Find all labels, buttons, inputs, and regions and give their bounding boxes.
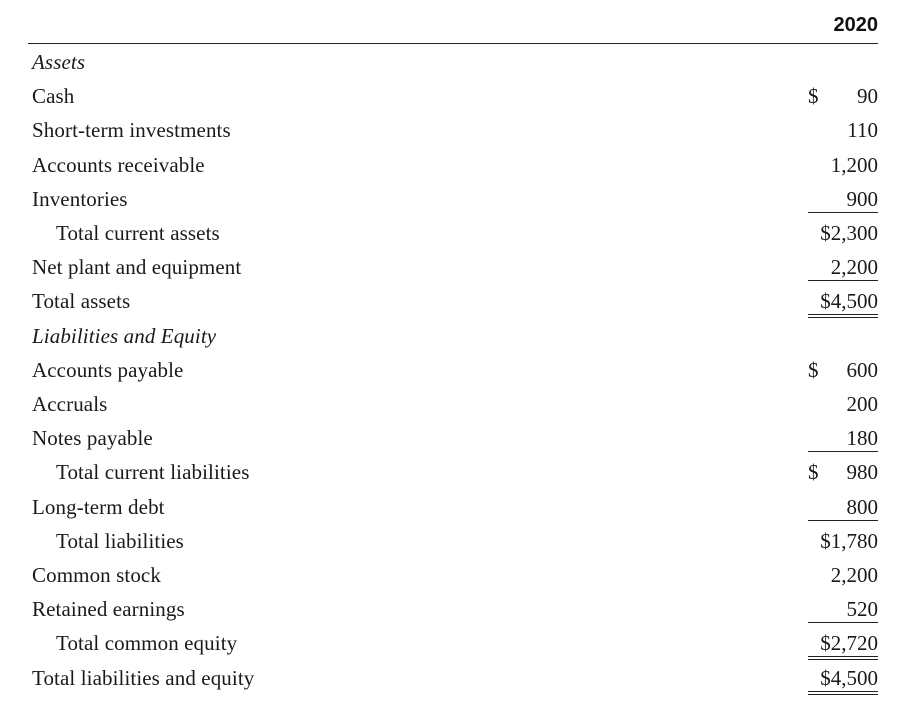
year-column-header: 2020 (833, 14, 878, 36)
table-row (0, 422, 902, 456)
table-row (0, 285, 902, 319)
table-row (0, 388, 902, 422)
line-item-label: Common stock (32, 563, 161, 587)
currency-symbol: $ (808, 84, 819, 109)
line-item-value: 180 (846, 426, 878, 451)
line-item-value: 900 (846, 186, 878, 211)
line-item-label: Retained earnings (32, 597, 185, 622)
line-item-label: Total assets (32, 289, 131, 314)
line-item-value: $4,500 (820, 289, 878, 314)
line-item-label: Long-term debt (32, 494, 165, 519)
line-item-label: Notes payable (32, 426, 153, 451)
single-underline (808, 622, 878, 623)
table-row (0, 354, 902, 388)
line-item-label: Total current assets (56, 221, 220, 245)
line-item-value: 980 (846, 460, 878, 485)
single-underline (808, 451, 878, 452)
table-row (0, 114, 902, 148)
section-heading: Assets (32, 50, 86, 74)
table-row (0, 456, 902, 490)
line-item-label: Total common equity (56, 631, 238, 656)
table-row (0, 559, 902, 593)
line-item-value: 2,200 (830, 255, 878, 280)
line-item-label: Net plant and equipment (32, 255, 242, 280)
line-item-label: Total liabilities (56, 528, 184, 553)
double-underline (808, 656, 878, 660)
table-row (0, 491, 902, 525)
line-item-value: 520 (846, 597, 878, 622)
currency-symbol: $ (808, 357, 819, 382)
table-row (0, 593, 902, 627)
table-row (0, 251, 902, 285)
line-item-label: Accounts receivable (32, 152, 205, 177)
line-item-value: 90 (857, 84, 878, 109)
line-item-value: 600 (846, 357, 878, 382)
line-item-label: Short-term investments (32, 118, 231, 143)
table-row (0, 183, 902, 217)
table-row (0, 662, 902, 696)
table-row (0, 46, 902, 80)
line-item-label: Total liabilities and equity (32, 665, 255, 690)
line-item-label: Accounts payable (32, 357, 184, 382)
line-item-value: 800 (846, 494, 878, 519)
single-underline (808, 280, 878, 281)
line-item-label: Total current liabilities (56, 460, 250, 485)
double-underline (808, 314, 878, 318)
table-row (0, 525, 902, 559)
table-row (0, 80, 902, 114)
single-underline (808, 520, 878, 521)
line-item-label: Accruals (32, 392, 108, 416)
line-item-value: $4,500 (820, 665, 878, 690)
line-item-label: Inventories (32, 186, 128, 211)
table-row (0, 320, 902, 354)
line-item-value: $2,720 (820, 631, 878, 656)
section-heading: Liabilities and Equity (32, 323, 217, 348)
line-item-value: $2,300 (820, 221, 878, 245)
table-row (0, 149, 902, 183)
line-item-value: 200 (846, 392, 878, 416)
header-rule (28, 43, 878, 44)
line-item-value: 1,200 (830, 152, 878, 177)
currency-symbol: $ (808, 460, 819, 485)
line-item-value: 2,200 (830, 563, 878, 587)
table-row (0, 217, 902, 251)
double-underline (808, 691, 878, 695)
line-item-label: Cash (32, 84, 75, 109)
line-item-value: 110 (847, 118, 878, 143)
line-item-value: $1,780 (820, 528, 878, 553)
single-underline (808, 212, 878, 213)
table-row (0, 627, 902, 661)
